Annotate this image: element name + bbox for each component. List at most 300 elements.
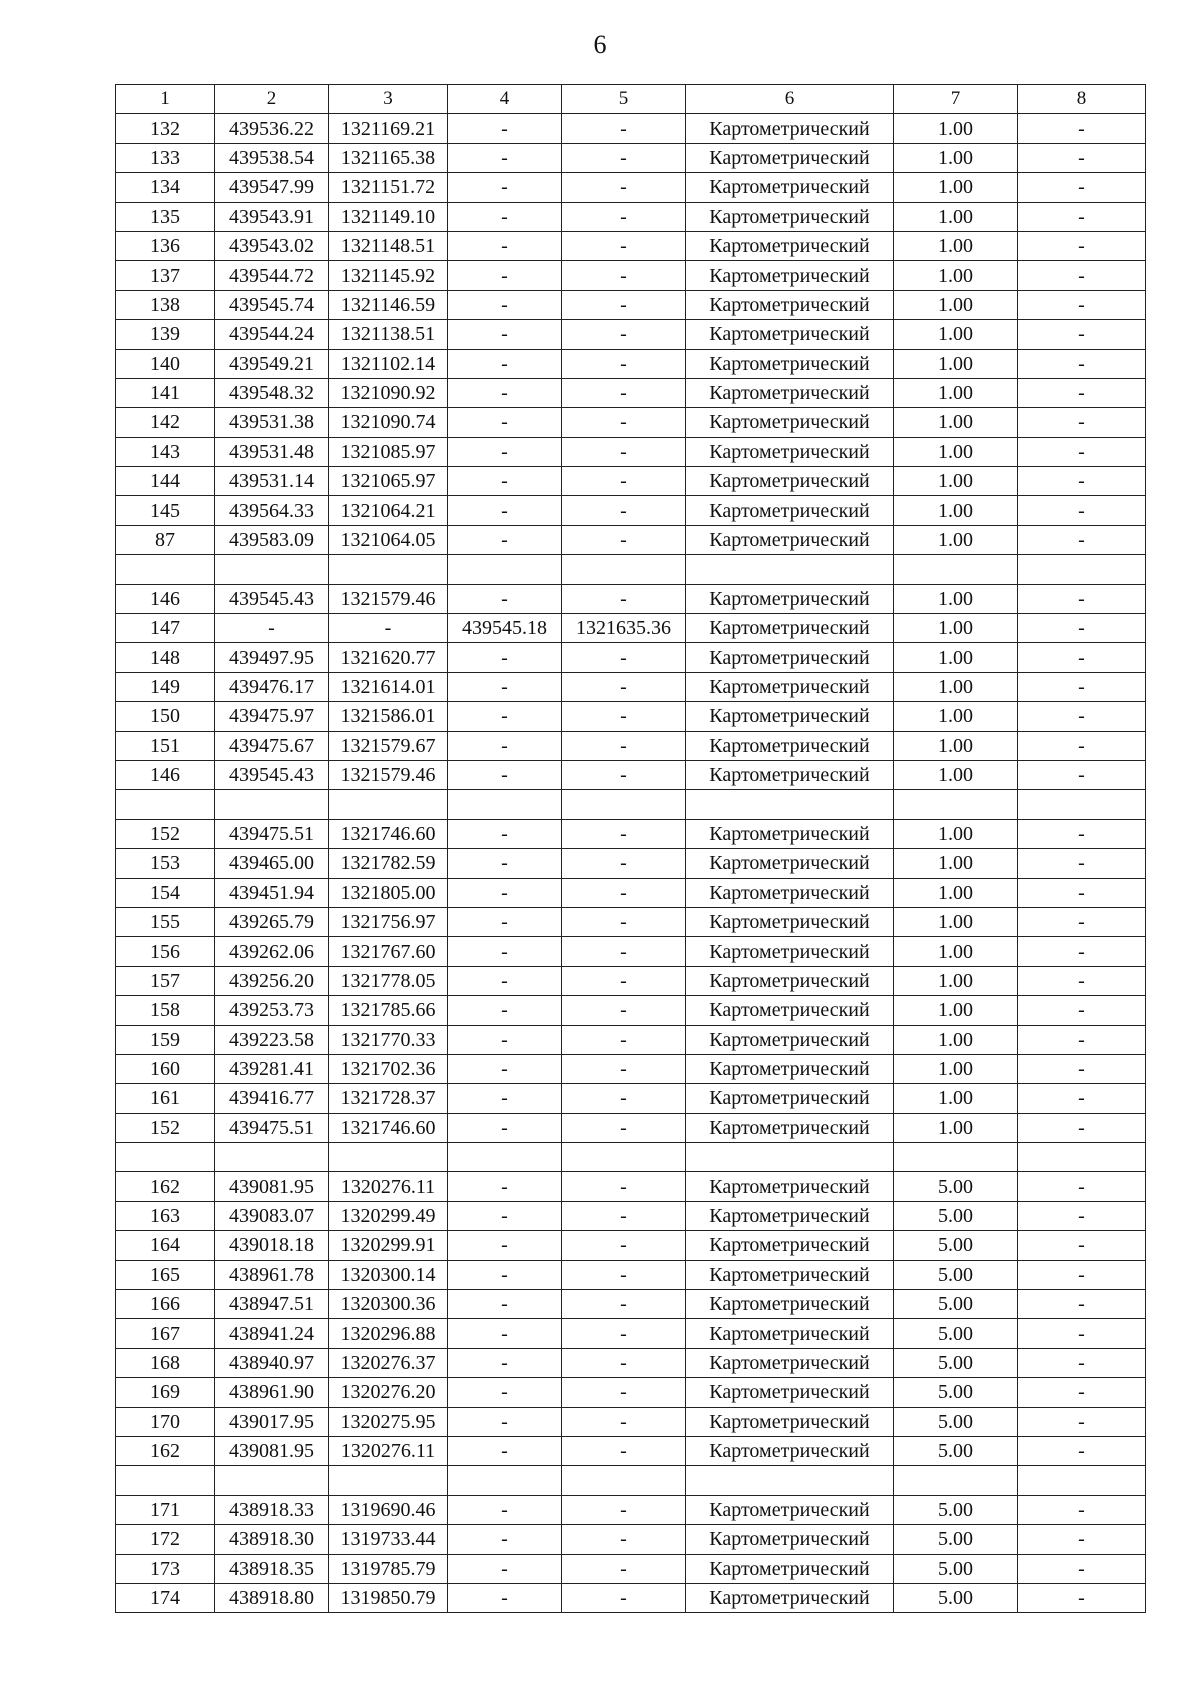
table-cell: 1321728.37 xyxy=(329,1084,448,1113)
table-cell: 135 xyxy=(116,202,215,231)
table-cell: 1.00 xyxy=(894,584,1018,613)
table-cell xyxy=(329,1466,448,1495)
table-cell: 439544.72 xyxy=(215,261,329,290)
table-cell: 439544.24 xyxy=(215,320,329,349)
table-cell: 439543.91 xyxy=(215,202,329,231)
table-cell: Картометрический xyxy=(686,1378,894,1407)
table-cell: - xyxy=(1018,614,1146,643)
table-cell xyxy=(448,555,562,584)
table-cell xyxy=(686,555,894,584)
table-cell: 5.00 xyxy=(894,1201,1018,1230)
table-cell: 147 xyxy=(116,614,215,643)
table-cell: 1.00 xyxy=(894,702,1018,731)
table-cell: 167 xyxy=(116,1319,215,1348)
table-cell: - xyxy=(448,849,562,878)
table-row xyxy=(116,1260,1146,1289)
table-cell: Картометрический xyxy=(686,378,894,407)
table-cell: - xyxy=(329,614,448,643)
table-cell: - xyxy=(562,1025,686,1054)
table-cell: 146 xyxy=(116,760,215,789)
table-cell: - xyxy=(562,525,686,554)
table-cell: - xyxy=(1018,437,1146,466)
table-row xyxy=(116,614,1146,643)
table-cell: 162 xyxy=(116,1436,215,1465)
table-cell: 161 xyxy=(116,1084,215,1113)
table-cell: 173 xyxy=(116,1554,215,1583)
table-cell xyxy=(329,790,448,819)
table-cell: Картометрический xyxy=(686,261,894,290)
table-cell: 1321064.21 xyxy=(329,496,448,525)
table-cell: - xyxy=(448,1319,562,1348)
column-header: 3 xyxy=(329,85,448,114)
table-cell: - xyxy=(1018,1407,1146,1436)
table-cell: 1.00 xyxy=(894,672,1018,701)
table-cell: - xyxy=(562,202,686,231)
table-row xyxy=(116,966,1146,995)
table-cell: - xyxy=(448,937,562,966)
table-cell: - xyxy=(448,1583,562,1612)
table-row xyxy=(116,437,1146,466)
table-row xyxy=(116,1436,1146,1465)
table-cell: - xyxy=(448,584,562,613)
table-cell: 1321102.14 xyxy=(329,349,448,378)
table-row xyxy=(116,1407,1146,1436)
column-header: 8 xyxy=(1018,85,1146,114)
table-cell: 5.00 xyxy=(894,1319,1018,1348)
table-cell: 1.00 xyxy=(894,731,1018,760)
table-cell xyxy=(894,1143,1018,1172)
table-cell: 134 xyxy=(116,173,215,202)
table-row xyxy=(116,202,1146,231)
table-cell: - xyxy=(1018,467,1146,496)
table-cell xyxy=(894,1466,1018,1495)
table-cell: - xyxy=(562,1495,686,1524)
table-cell: Картометрический xyxy=(686,1319,894,1348)
table-cell xyxy=(894,790,1018,819)
table-cell: 1319733.44 xyxy=(329,1525,448,1554)
table-cell: Картометрический xyxy=(686,584,894,613)
table-cell: - xyxy=(1018,702,1146,731)
table-cell: - xyxy=(448,966,562,995)
table-cell: 1321146.59 xyxy=(329,290,448,319)
table-cell: 439223.58 xyxy=(215,1025,329,1054)
table-cell: - xyxy=(1018,202,1146,231)
table-cell: 1320276.11 xyxy=(329,1436,448,1465)
table-cell: - xyxy=(562,467,686,496)
table-cell: - xyxy=(562,173,686,202)
table-cell: - xyxy=(1018,966,1146,995)
table-cell xyxy=(686,1143,894,1172)
table-cell: - xyxy=(448,996,562,1025)
table-cell: Картометрический xyxy=(686,143,894,172)
table-cell xyxy=(1018,790,1146,819)
table-cell: 1.00 xyxy=(894,1025,1018,1054)
table-cell: Картометрический xyxy=(686,731,894,760)
table-cell: 439451.94 xyxy=(215,878,329,907)
table-cell: 439549.21 xyxy=(215,349,329,378)
table-cell: 148 xyxy=(116,643,215,672)
table-cell: 1.00 xyxy=(894,143,1018,172)
table-cell: - xyxy=(562,643,686,672)
table-cell: 1.00 xyxy=(894,966,1018,995)
table-cell: 1321746.60 xyxy=(329,1113,448,1142)
table-cell: 1321151.72 xyxy=(329,173,448,202)
table-cell: - xyxy=(562,1583,686,1612)
table-cell: - xyxy=(1018,320,1146,349)
table-cell: - xyxy=(448,467,562,496)
table-cell: - xyxy=(1018,290,1146,319)
table-cell: 1.00 xyxy=(894,525,1018,554)
table-cell: 1321145.92 xyxy=(329,261,448,290)
table-cell: - xyxy=(1018,1554,1146,1583)
table-cell xyxy=(215,555,329,584)
table-row xyxy=(116,496,1146,525)
table-cell: - xyxy=(1018,114,1146,143)
table-cell: 1.00 xyxy=(894,378,1018,407)
table-cell: - xyxy=(562,1172,686,1201)
table-cell: 151 xyxy=(116,731,215,760)
table-cell: Картометрический xyxy=(686,1260,894,1289)
table-cell: 136 xyxy=(116,231,215,260)
table-cell: Картометрический xyxy=(686,437,894,466)
table-cell: 1321770.33 xyxy=(329,1025,448,1054)
table-cell: - xyxy=(1018,1201,1146,1230)
table-cell: - xyxy=(1018,1436,1146,1465)
table-row xyxy=(116,467,1146,496)
table-cell: Картометрический xyxy=(686,1172,894,1201)
table-cell: 149 xyxy=(116,672,215,701)
table-cell: 438918.35 xyxy=(215,1554,329,1583)
table-cell: 439475.97 xyxy=(215,702,329,731)
table-cell: - xyxy=(1018,143,1146,172)
table-cell: - xyxy=(562,408,686,437)
table-cell: 1321702.36 xyxy=(329,1054,448,1083)
table-cell: - xyxy=(448,1201,562,1230)
table-cell xyxy=(116,1143,215,1172)
table-cell: - xyxy=(562,1113,686,1142)
table-row xyxy=(116,760,1146,789)
table-cell: - xyxy=(448,525,562,554)
table-cell: - xyxy=(1018,1319,1146,1348)
table-cell: Картометрический xyxy=(686,1495,894,1524)
table-cell: - xyxy=(1018,1378,1146,1407)
table-row xyxy=(116,261,1146,290)
table-cell: - xyxy=(448,1436,562,1465)
table-cell: 174 xyxy=(116,1583,215,1612)
table-row xyxy=(116,525,1146,554)
table-cell: Картометрический xyxy=(686,349,894,378)
column-header: 1 xyxy=(116,85,215,114)
table-cell: 1319850.79 xyxy=(329,1583,448,1612)
table-cell: - xyxy=(448,173,562,202)
separator-row xyxy=(116,790,1146,819)
table-row xyxy=(116,584,1146,613)
table-row xyxy=(116,731,1146,760)
table-cell: 1321805.00 xyxy=(329,878,448,907)
table-cell: - xyxy=(562,320,686,349)
table-body xyxy=(116,114,1146,1613)
table-cell: 160 xyxy=(116,1054,215,1083)
table-cell: 145 xyxy=(116,496,215,525)
table-cell: - xyxy=(562,966,686,995)
table-cell: 168 xyxy=(116,1348,215,1377)
table-cell: - xyxy=(1018,849,1146,878)
table-cell: - xyxy=(448,1495,562,1524)
table-cell: - xyxy=(562,378,686,407)
table-cell: - xyxy=(1018,378,1146,407)
table-cell: 1321090.92 xyxy=(329,378,448,407)
table-cell: - xyxy=(562,1348,686,1377)
table-cell: 439543.02 xyxy=(215,231,329,260)
table-cell: - xyxy=(1018,672,1146,701)
table-cell: 5.00 xyxy=(894,1583,1018,1612)
table-cell: Картометрический xyxy=(686,320,894,349)
table-cell: 1321065.97 xyxy=(329,467,448,496)
table-cell xyxy=(562,790,686,819)
table-row xyxy=(116,643,1146,672)
table-cell: 1.00 xyxy=(894,349,1018,378)
table-cell: - xyxy=(1018,496,1146,525)
table-cell: Картометрический xyxy=(686,231,894,260)
table-row xyxy=(116,114,1146,143)
table-cell: 1321169.21 xyxy=(329,114,448,143)
table-row xyxy=(116,1378,1146,1407)
table-cell: - xyxy=(562,1084,686,1113)
table-row xyxy=(116,1583,1146,1612)
table-cell: - xyxy=(1018,1084,1146,1113)
table-cell: - xyxy=(1018,1348,1146,1377)
table-cell: Картометрический xyxy=(686,1025,894,1054)
table-cell: - xyxy=(1018,1495,1146,1524)
table-cell: 1.00 xyxy=(894,202,1018,231)
table-cell: Картометрический xyxy=(686,1348,894,1377)
table-cell: 165 xyxy=(116,1260,215,1289)
table-cell: - xyxy=(562,114,686,143)
table-cell: 171 xyxy=(116,1495,215,1524)
table-cell: - xyxy=(1018,937,1146,966)
table-cell: 1321148.51 xyxy=(329,231,448,260)
table-cell: 143 xyxy=(116,437,215,466)
table-cell: 5.00 xyxy=(894,1436,1018,1465)
table-cell: - xyxy=(448,1378,562,1407)
table-cell: 1319690.46 xyxy=(329,1495,448,1524)
table-cell: 144 xyxy=(116,467,215,496)
table-cell: 1320299.91 xyxy=(329,1231,448,1260)
table-row xyxy=(116,878,1146,907)
table-cell: 438918.80 xyxy=(215,1583,329,1612)
table-cell: 439256.20 xyxy=(215,966,329,995)
table-cell: - xyxy=(562,731,686,760)
table-cell: 1321579.67 xyxy=(329,731,448,760)
table-cell: - xyxy=(448,1084,562,1113)
table-cell: 138 xyxy=(116,290,215,319)
table-row xyxy=(116,378,1146,407)
table-cell: 1.00 xyxy=(894,290,1018,319)
table-cell: 439265.79 xyxy=(215,907,329,936)
table-cell: 439476.17 xyxy=(215,672,329,701)
table-cell: 439497.95 xyxy=(215,643,329,672)
table-row xyxy=(116,672,1146,701)
table-cell xyxy=(215,1143,329,1172)
table-cell xyxy=(215,790,329,819)
table-cell: 5.00 xyxy=(894,1495,1018,1524)
table-cell: - xyxy=(1018,1290,1146,1319)
table-row xyxy=(116,1054,1146,1083)
table-cell: - xyxy=(562,819,686,848)
table-cell: Картометрический xyxy=(686,1436,894,1465)
table-row xyxy=(116,1319,1146,1348)
table-cell xyxy=(562,555,686,584)
coordinates-table xyxy=(115,84,1146,1613)
table-cell: - xyxy=(562,1290,686,1319)
table-cell: 1321782.59 xyxy=(329,849,448,878)
table-cell: 439583.09 xyxy=(215,525,329,554)
table-cell xyxy=(894,555,1018,584)
table-cell: 439262.06 xyxy=(215,937,329,966)
table-cell: 1.00 xyxy=(894,1054,1018,1083)
table-cell: - xyxy=(562,231,686,260)
table-cell: 5.00 xyxy=(894,1231,1018,1260)
table-cell: - xyxy=(448,496,562,525)
table-cell: 1.00 xyxy=(894,408,1018,437)
table-cell: Картометрический xyxy=(686,202,894,231)
table-cell: 142 xyxy=(116,408,215,437)
table-row xyxy=(116,1290,1146,1319)
table-cell: - xyxy=(562,290,686,319)
table-cell: 439531.48 xyxy=(215,437,329,466)
column-header: 6 xyxy=(686,85,894,114)
table-cell: - xyxy=(448,1231,562,1260)
table-cell: - xyxy=(1018,1025,1146,1054)
table-cell: - xyxy=(448,261,562,290)
table-cell: 438961.78 xyxy=(215,1260,329,1289)
table-row xyxy=(116,1348,1146,1377)
table-cell: - xyxy=(562,437,686,466)
table-cell: - xyxy=(1018,1113,1146,1142)
table-cell: 439538.54 xyxy=(215,143,329,172)
table-cell: Картометрический xyxy=(686,672,894,701)
table-cell: Картометрический xyxy=(686,937,894,966)
table-cell: 439475.51 xyxy=(215,819,329,848)
table-cell: - xyxy=(448,907,562,936)
table-cell: Картометрический xyxy=(686,1583,894,1612)
table-cell: - xyxy=(562,349,686,378)
table-cell: 1321635.36 xyxy=(562,614,686,643)
table-cell: 439081.95 xyxy=(215,1172,329,1201)
table-cell xyxy=(448,1143,562,1172)
table-cell: 1320276.11 xyxy=(329,1172,448,1201)
table-cell: - xyxy=(1018,1583,1146,1612)
table-cell: 1321614.01 xyxy=(329,672,448,701)
table-row xyxy=(116,349,1146,378)
table-cell: 133 xyxy=(116,143,215,172)
table-cell: 1321785.66 xyxy=(329,996,448,1025)
table-cell: - xyxy=(448,320,562,349)
table-cell: - xyxy=(1018,349,1146,378)
table-cell: 1321090.74 xyxy=(329,408,448,437)
table-cell: - xyxy=(562,1054,686,1083)
table-cell: 154 xyxy=(116,878,215,907)
table-cell xyxy=(686,1466,894,1495)
table-cell: - xyxy=(448,1260,562,1289)
table-cell: 439531.14 xyxy=(215,467,329,496)
table-cell: 155 xyxy=(116,907,215,936)
table-cell: Картометрический xyxy=(686,966,894,995)
table-cell: 438918.30 xyxy=(215,1525,329,1554)
table-cell: Картометрический xyxy=(686,114,894,143)
table-cell: - xyxy=(562,143,686,172)
table-cell: Картометрический xyxy=(686,907,894,936)
table-cell: - xyxy=(562,878,686,907)
table-cell: 87 xyxy=(116,525,215,554)
table-cell: Картометрический xyxy=(686,643,894,672)
table-cell: Картометрический xyxy=(686,878,894,907)
table-cell: Картометрический xyxy=(686,1231,894,1260)
table-cell: 5.00 xyxy=(894,1525,1018,1554)
table-cell: 1321165.38 xyxy=(329,143,448,172)
table-cell xyxy=(1018,555,1146,584)
table-cell: - xyxy=(448,1290,562,1319)
table-row xyxy=(116,231,1146,260)
column-header: 5 xyxy=(562,85,686,114)
table-cell: 439545.18 xyxy=(448,614,562,643)
table-cell: Картометрический xyxy=(686,849,894,878)
table-cell: 157 xyxy=(116,966,215,995)
table-cell: 439475.51 xyxy=(215,1113,329,1142)
table-row xyxy=(116,173,1146,202)
table-row xyxy=(116,819,1146,848)
table-cell: 1321579.46 xyxy=(329,584,448,613)
table-cell: Картометрический xyxy=(686,1084,894,1113)
table-cell: - xyxy=(562,937,686,966)
table-cell: - xyxy=(448,408,562,437)
table-cell: 439475.67 xyxy=(215,731,329,760)
table-cell: 1321620.77 xyxy=(329,643,448,672)
table-cell: 166 xyxy=(116,1290,215,1319)
table-cell: - xyxy=(562,996,686,1025)
table-cell: 439281.41 xyxy=(215,1054,329,1083)
table-cell: - xyxy=(1018,173,1146,202)
table-cell xyxy=(562,1466,686,1495)
table-cell: 439083.07 xyxy=(215,1201,329,1230)
table-row xyxy=(116,849,1146,878)
table-row xyxy=(116,702,1146,731)
table-cell: - xyxy=(562,1319,686,1348)
table-row xyxy=(116,907,1146,936)
table-cell: 439545.43 xyxy=(215,584,329,613)
table-row xyxy=(116,1025,1146,1054)
table-row xyxy=(116,1554,1146,1583)
table-row xyxy=(116,408,1146,437)
table-row xyxy=(116,1113,1146,1142)
table-cell: 5.00 xyxy=(894,1172,1018,1201)
table-cell: - xyxy=(1018,819,1146,848)
separator-row xyxy=(116,555,1146,584)
table-cell xyxy=(215,1466,329,1495)
table-cell xyxy=(329,555,448,584)
table-cell: 1321579.46 xyxy=(329,760,448,789)
table-cell: 5.00 xyxy=(894,1554,1018,1583)
table-cell: 1321746.60 xyxy=(329,819,448,848)
table-cell: 1.00 xyxy=(894,878,1018,907)
table-cell: - xyxy=(448,114,562,143)
table-cell: - xyxy=(448,437,562,466)
table-cell: Картометрический xyxy=(686,408,894,437)
table-cell: Картометрический xyxy=(686,1113,894,1142)
table-cell: - xyxy=(562,760,686,789)
table-cell: - xyxy=(1018,731,1146,760)
table-cell: 146 xyxy=(116,584,215,613)
